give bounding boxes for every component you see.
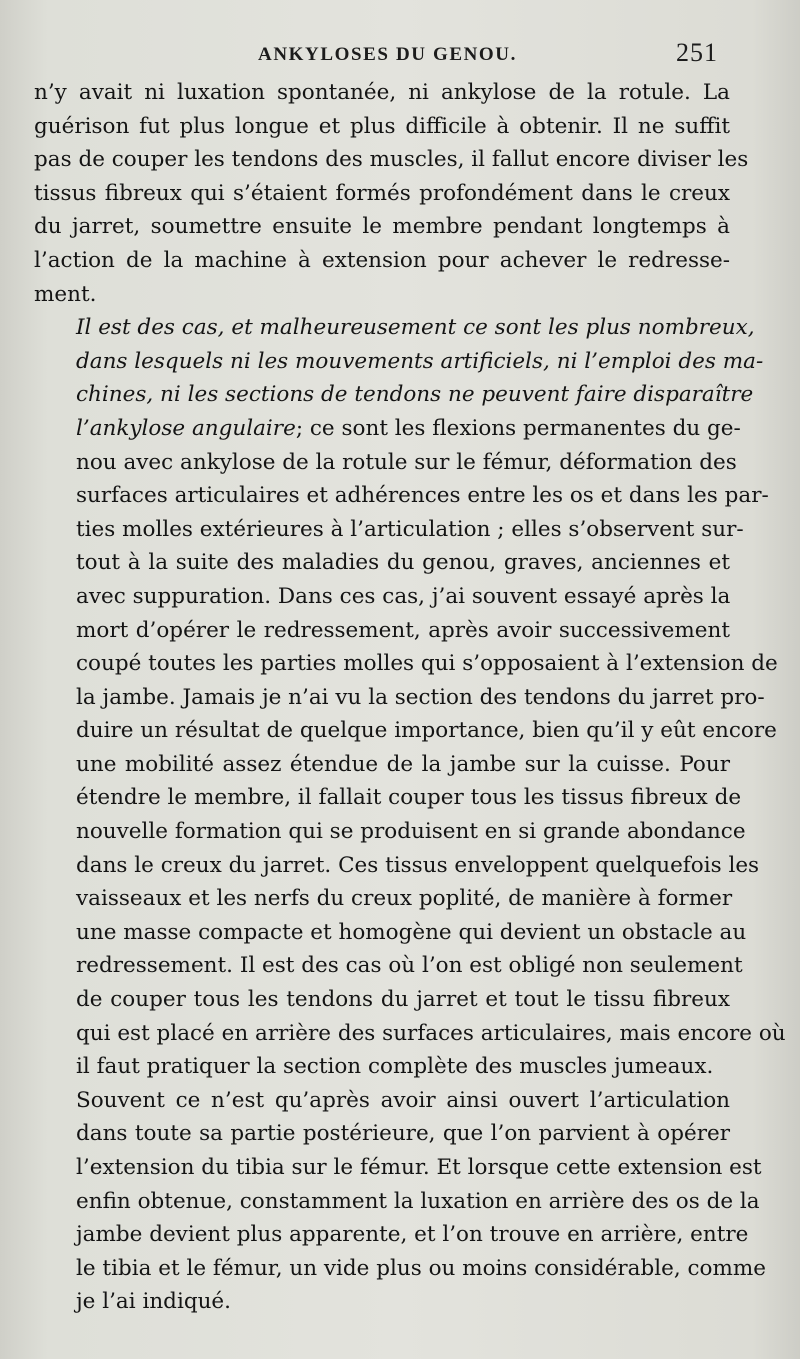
text-line: tissus fibreux qui s’étaient formés profondément dans le creux [34, 180, 730, 206]
text-line: qui est placé en arrière des surfaces articulaires, mais encore où [76, 1020, 786, 1046]
text-line: tout à la suite des maladies du genou, graves, anciennes et [76, 550, 730, 576]
text-line [76, 412, 741, 446]
text-line: Souvent ce n’est qu’après avoir ainsi ouvert l’articulation [76, 1087, 730, 1113]
text-line: dans le creux du jarret. Ces tissus enveloppent quelquefois les [76, 852, 760, 878]
text-line: jambe devient plus apparente, et l’on trouve en arrière, entre [76, 1222, 749, 1248]
text-line: le tibia et le fémur, un vide plus ou moins considérable, comme [76, 1255, 766, 1281]
text-line: chines, ni les sections de tendons ne peuvent faire disparaître [76, 382, 754, 408]
text-line: dans toute sa partie postérieure, que l’on parvient à opérer [76, 1121, 730, 1147]
text-line: l’action de la machine à extension pour achever le redresse- [34, 247, 730, 273]
text-line: coupé toutes les parties molles qui s’opposaient à l’extension de [76, 651, 778, 677]
text-line: il faut pratiquer la section complète des muscles jumeaux. [76, 1054, 714, 1080]
text-line: enfin obtenue, constamment la luxation en arrière des os de la [76, 1188, 760, 1214]
text-line: redressement. Il est des cas où l’on est obligé non seulement [76, 953, 743, 979]
paragraph-3 [34, 1084, 766, 1319]
text-line: une mobilité assez étendue de la jambe sur la cuisse. Pour [76, 751, 730, 777]
text-line: nou avec ankylose de la rotule sur le fémur, déformation des [76, 449, 737, 475]
text-line: la jambe. Jamais je n’ai vu la section des tendons du jarret pro- [76, 684, 765, 710]
text-line: vaisseaux et les nerfs du creux poplité, de manière à former [76, 886, 733, 912]
text-line: surfaces articulaires et adhérences entre les os et dans les par- [76, 483, 769, 509]
body-text [34, 76, 786, 1319]
running-head: ANKYLOSES DU GENOU. [258, 44, 517, 65]
text-line: pas de couper les tendons des muscles, il fallut encore diviser les [34, 147, 749, 173]
text-line: avec suppuration. Dans ces cas, j’ai souvent essayé après la [76, 583, 731, 609]
paragraph-1 [34, 76, 749, 311]
text-line: Il est des cas, et malheureusement ce sont les plus nombreux, [76, 315, 755, 341]
text-line: l’extension du tibia sur le fémur. Et lorsque cette extension est [76, 1155, 762, 1180]
text-line: duire un résultat de quelque importance, bien qu’il y eût encore [76, 718, 777, 744]
text-line: une masse compacte et homogène qui devient un obstacle au [76, 919, 747, 945]
italic-phrase: l’ankylose angulaire [76, 415, 296, 441]
paragraph-2 [34, 311, 786, 1084]
text-line: du jarret, soumettre ensuite le membre pendant longtemps à [34, 214, 730, 240]
text-line: je l’ai indiqué. [76, 1289, 231, 1315]
text-line: dans lesquels ni les mouvements artificiels, ni l’emploi des ma- [76, 348, 764, 374]
text-line: mort d’opérer le redressement, après avoir successivement [76, 617, 730, 643]
text-line: ties molles extérieures à l’articulation ; elles s’observent sur- [76, 516, 744, 542]
text-line: ment. [34, 281, 97, 307]
page-header [0, 36, 800, 76]
text-line: nouvelle formation qui se produisent en si grande abondance [76, 819, 746, 845]
text-line: guérison fut plus longue et plus difficile à obtenir. Il ne suffit [34, 113, 730, 139]
text-fragment: ; ce sont les flexions permanentes du ge- [295, 415, 741, 441]
page-number: 251 [676, 38, 718, 67]
text-line: de couper tous les tendons du jarret et tout le tissu fibreux [76, 987, 730, 1013]
text-line: étendre le membre, il fallait couper tous les tissus fibreux de [76, 785, 742, 811]
text-line: n’y avait ni luxation spontanée, ni ankylose de la rotule. La [34, 80, 730, 105]
